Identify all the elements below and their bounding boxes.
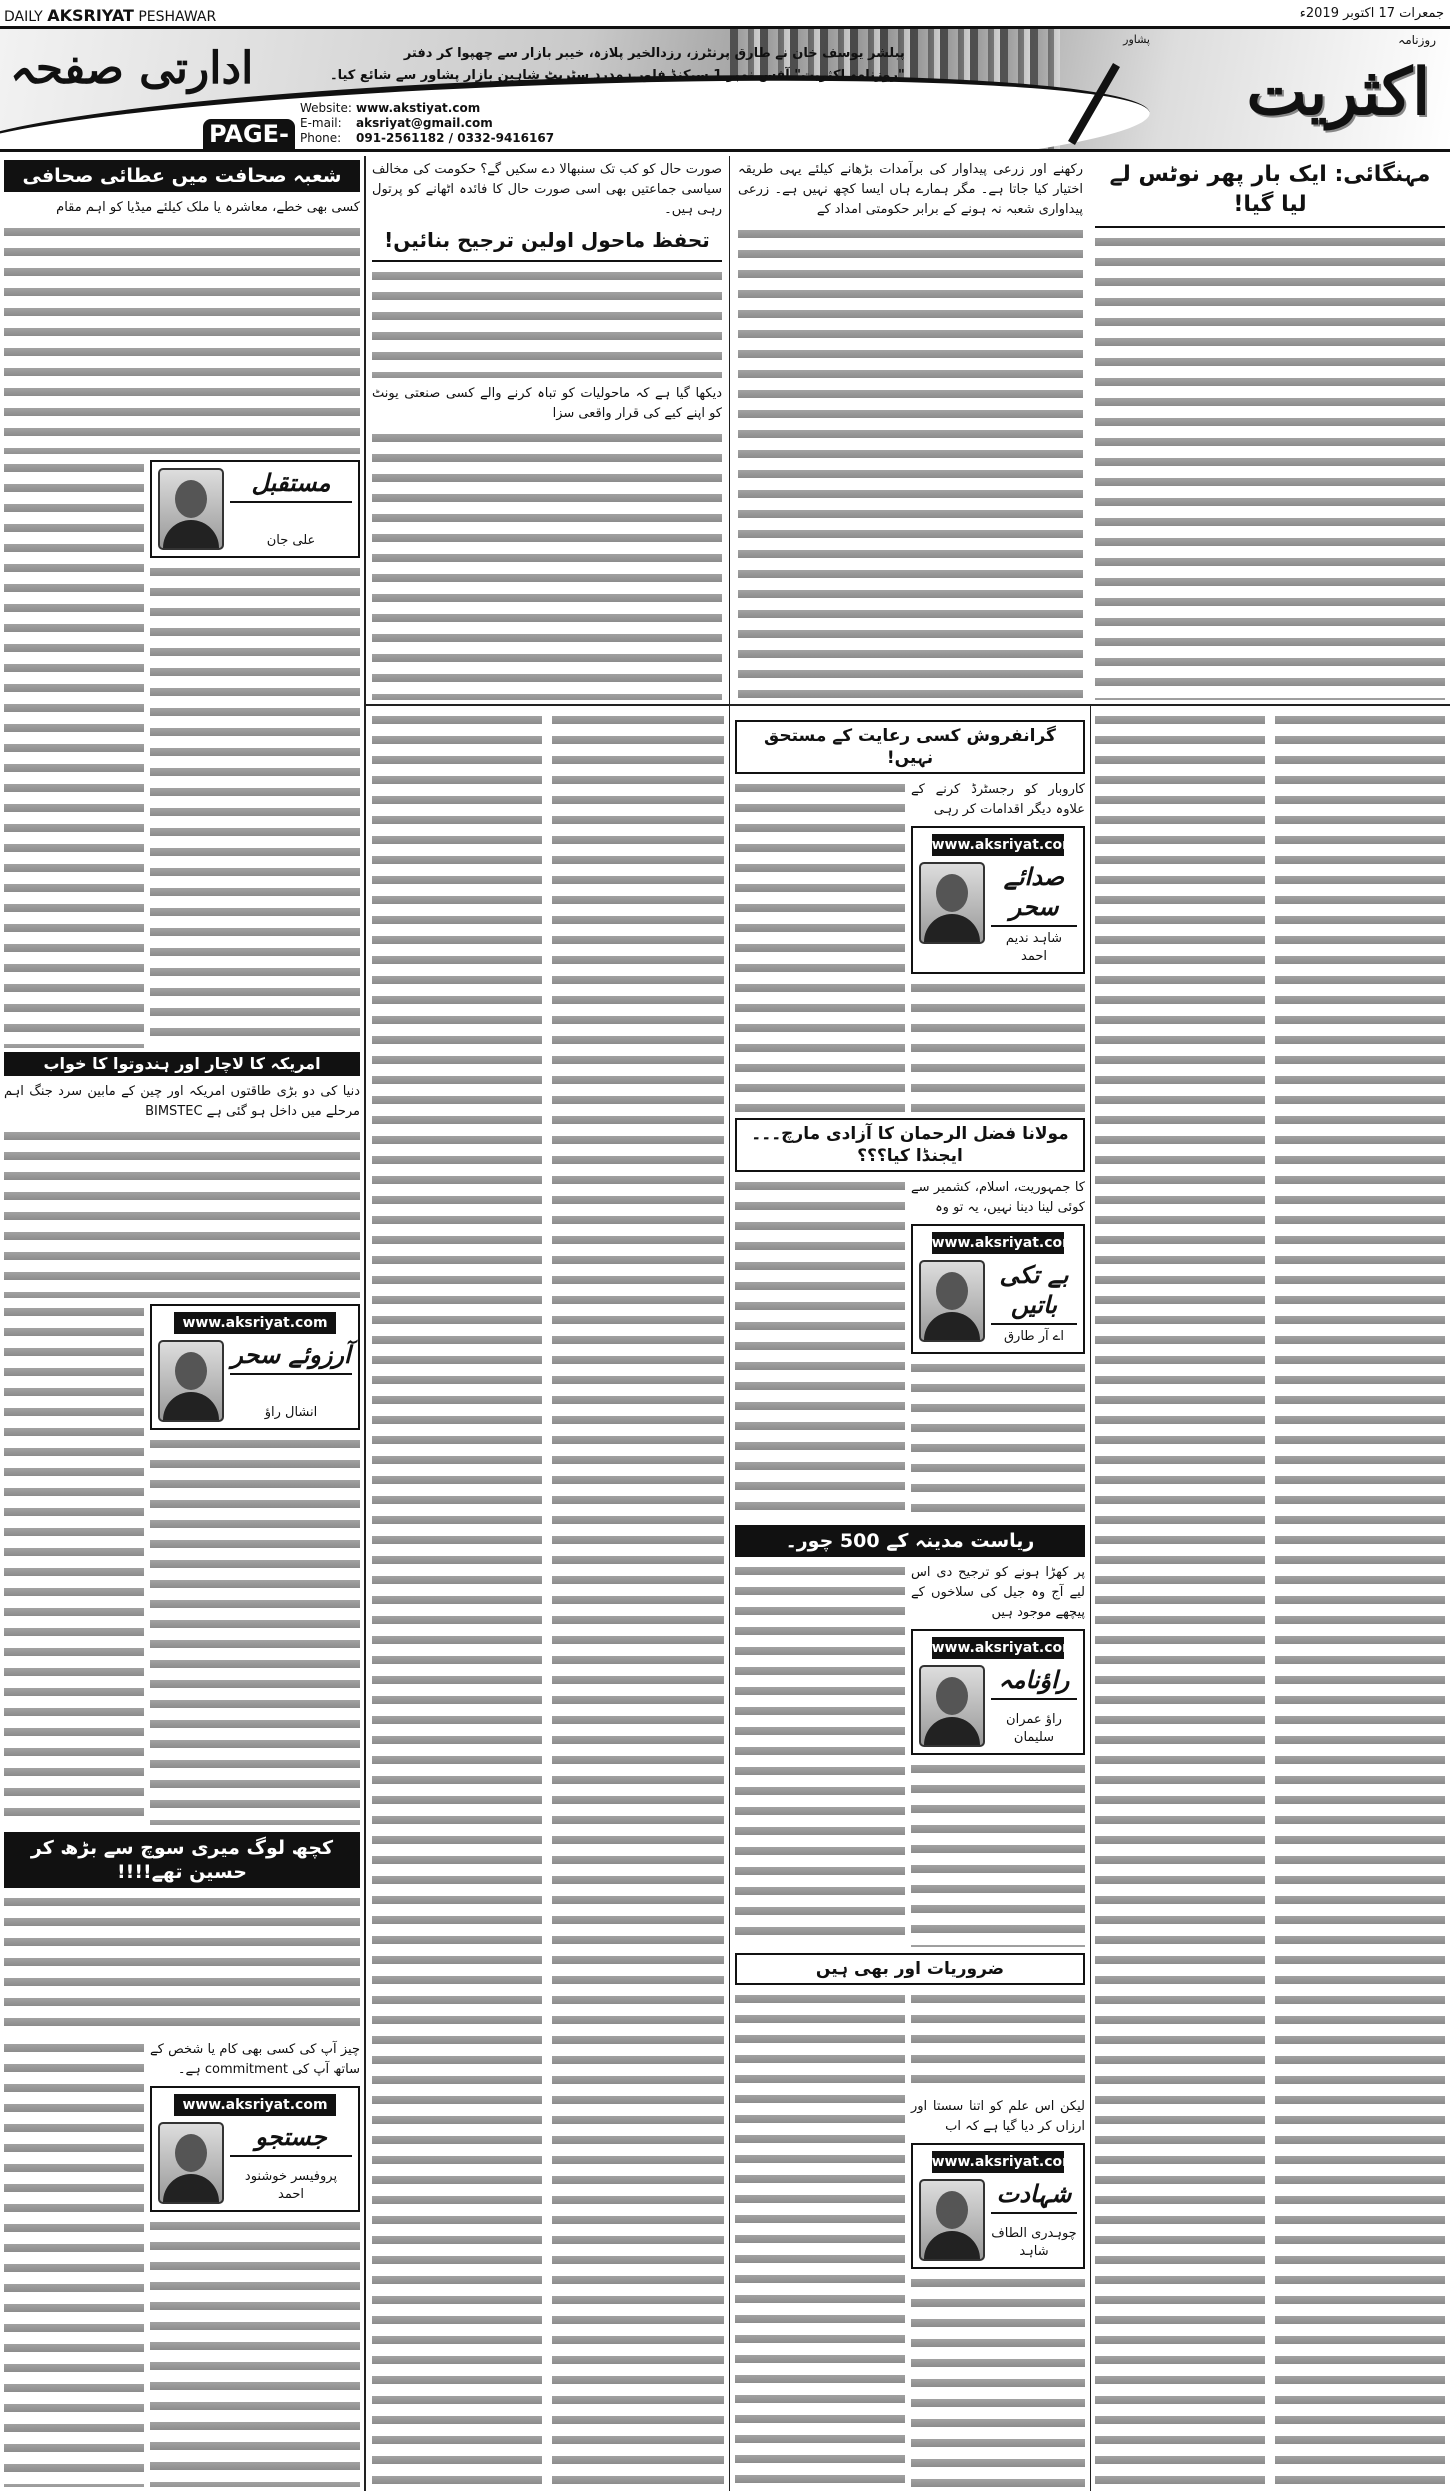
byline-box bbox=[150, 460, 360, 558]
column-name: صدائے سحر bbox=[991, 862, 1077, 927]
column-article bbox=[735, 720, 1085, 1113]
column-name: آرزوئے سحر bbox=[230, 1340, 352, 1375]
column-article bbox=[735, 1953, 1085, 2487]
column-article bbox=[4, 160, 360, 1048]
article-text: کسی بھی خطے، معاشرہ یا ملک کیلئے میڈیا کو اہم مقام bbox=[4, 198, 360, 218]
article-headline: کچھ لوگ میری سوچ سے بڑھ کر حسین تھے!!!! bbox=[4, 1832, 360, 1888]
column-name: راؤنامہ bbox=[991, 1665, 1077, 1700]
author-name: اے آر طارق bbox=[1003, 1329, 1065, 1344]
author-photo bbox=[158, 2122, 224, 2204]
author-photo bbox=[919, 862, 985, 944]
site-label: www.aksriyat.com bbox=[932, 834, 1065, 856]
paper-city: PESHAWAR bbox=[138, 9, 217, 25]
article-text bbox=[1095, 712, 1265, 2487]
article-text: دنیا کی دو بڑی طاقتوں امریکہ اور چین کے مابین سرد جنگ اہم مرحلے میں داخل ہو گئی ہے BIMSTEC bbox=[4, 1082, 360, 1122]
site-label: www.aksriyat.com bbox=[932, 1637, 1065, 1659]
article-headline: امریکہ کا لاچار اور ہندوتوا کا خواب bbox=[4, 1052, 360, 1076]
editorial-text: صورت حال کو کب تک سنبھالا دے سکیں گے؟ حکومت کی مخالف سیاسی جماعتیں بھی اسی صورت حال کا فائدہ اٹھانے کو پرتول رہی ہیں۔ bbox=[372, 160, 722, 220]
logo-city: پشاور bbox=[1123, 33, 1150, 46]
site-label: www.aksriyat.com bbox=[932, 1232, 1065, 1254]
byline-box bbox=[911, 2143, 1085, 2269]
article-text: کاروبار کو رجسٹرڈ کرنے کے علاوہ دیگر اقدامات کر رہی bbox=[911, 780, 1085, 820]
column-name: شہادت bbox=[991, 2179, 1077, 2214]
email-link[interactable]: aksriyat@gmail.com bbox=[356, 116, 493, 130]
column-divider bbox=[729, 156, 730, 2491]
article-text: پر کھڑا ہونے کو ترجیح دی اس لیے آج وہ جیل کی سلاخوں کے پیچھے موجود ہیں bbox=[911, 1563, 1085, 1623]
website-link[interactable]: www.akstiyat.com bbox=[356, 101, 481, 115]
author-photo bbox=[919, 1260, 985, 1342]
column-name: مستقبل bbox=[230, 468, 352, 503]
phone-label: Phone: bbox=[300, 131, 342, 145]
author-name: راؤ عمران سلیمان bbox=[1006, 1712, 1062, 1745]
author-name: پروفیسر خوشنود احمد bbox=[244, 2169, 338, 2202]
article-headline: گرانفروش کسی رعایت کے مستحق نہیں! bbox=[735, 720, 1085, 774]
article-text bbox=[1275, 712, 1445, 2487]
article-headline: ریاست مدینہ کے 500 چور۔ bbox=[735, 1525, 1085, 1557]
masthead-banner bbox=[0, 26, 1450, 152]
article-text bbox=[372, 712, 542, 2487]
publisher-line: پبلشر یوسف خان نے طارق پرنٹرز، رزدالخیر پلازہ، خیبر بازار سے چھپوا کر دفتر bbox=[403, 46, 905, 61]
logo-top-text: روزنامہ bbox=[1398, 33, 1436, 47]
phone-number: 091-2561182 / 0332-9416167 bbox=[356, 131, 555, 145]
author-name: شاہد ندیم احمد bbox=[1005, 931, 1063, 964]
byline-box bbox=[150, 1304, 360, 1430]
author-photo bbox=[158, 468, 224, 550]
article-text: چیز آپ کی کسی بھی کام یا شخص کے ساتھ آپ کی commitment ہے۔ bbox=[150, 2040, 360, 2080]
editorial-headline: تحفظ ماحول اولین ترجیح بنائیں! bbox=[372, 226, 722, 262]
author-name: چوہدری الطاف شاہد bbox=[991, 2226, 1077, 2259]
editorial-text: رکھنے اور زرعی پیداوار کی برآمدات بڑھانے کیلئے یہی طریقہ اختیار کیا جاتا ہے۔ مگر ہمارے ہاں ایسا کچھ نہیں ہے۔ زرعی پیداواری شعبہ نہ ہونے کے برابر حکومتی امداد کے bbox=[738, 160, 1083, 220]
site-label: www.aksriyat.com bbox=[174, 2094, 337, 2116]
author-photo bbox=[158, 1340, 224, 1422]
byline-box bbox=[911, 1224, 1085, 1354]
article-headline: شعبہ صحافت میں عطائی صحافی bbox=[4, 160, 360, 192]
site-label: www.aksriyat.com bbox=[174, 1312, 337, 1334]
paper-prefix: DAILY bbox=[4, 9, 43, 25]
section-divider bbox=[366, 704, 1450, 706]
editorial-text: دیکھا گیا ہے کہ ماحولیات کو تباہ کرنے والے کسی صنعتی یونٹ کو اپنے کیے کی قرار واقعی سزا bbox=[372, 384, 722, 424]
column-name: بے تکی باتیں bbox=[991, 1260, 1077, 1325]
website-label: Website: bbox=[300, 101, 352, 115]
editorial-main bbox=[1095, 160, 1445, 700]
column-divider bbox=[364, 156, 366, 2491]
author-photo bbox=[919, 2179, 985, 2261]
email-label: E-mail: bbox=[300, 116, 342, 130]
page-number-badge: PAGE- bbox=[203, 119, 295, 149]
column-article bbox=[735, 1525, 1085, 1947]
byline-box bbox=[911, 1629, 1085, 1755]
article-text bbox=[552, 712, 724, 2487]
column-divider bbox=[1090, 706, 1091, 2491]
site-label: www.aksriyat.com bbox=[932, 2151, 1065, 2173]
editorial-main-body bbox=[738, 160, 1083, 700]
article-headline: ضروریات اور بھی ہیں bbox=[735, 1953, 1085, 1985]
logo: اکثریت bbox=[1246, 55, 1430, 130]
editorial-second bbox=[372, 160, 722, 700]
author-name: علی جان bbox=[266, 533, 316, 548]
contact-info bbox=[300, 101, 554, 146]
column-article bbox=[735, 1118, 1085, 1519]
author-photo bbox=[919, 1665, 985, 1747]
author-name: انشال راؤ bbox=[264, 1405, 318, 1420]
column-article bbox=[4, 1052, 360, 1825]
issue-date: جمعرات 17 اکتوبر 2019ء bbox=[1299, 6, 1444, 21]
editorial-headline: مہنگائی: ایک بار پھر نوٹس لے لیا گیا! bbox=[1095, 160, 1445, 228]
column-name: جستجو bbox=[230, 2122, 352, 2157]
article-text: کا جمہوریت، اسلام، کشمیر سے کوئی لینا دینا نہیں، یہ تو وہ bbox=[911, 1178, 1085, 1218]
byline-box bbox=[150, 2086, 360, 2212]
publisher-address: "روزنامہ اکثریت" آفس نمبر 1 سیکنڈ فلور ہمدرد سٹریٹ شاہین بازار پشاور سے شائع کیا۔ bbox=[330, 68, 905, 83]
paper-name: AKSRIYAT bbox=[47, 6, 134, 25]
article-text: لیکن اس علم کو اتنا سستا اور ارزاں کر دیا گیا ہے کہ اب bbox=[911, 2097, 1085, 2137]
section-title: ادارتی صفحہ bbox=[10, 43, 254, 94]
column-article bbox=[4, 1832, 360, 2487]
article-headline: مولانا فضل الرحمان کا آزادی مارچ۔۔۔ایجنڈا کیا؟؟؟ bbox=[735, 1118, 1085, 1172]
byline-box bbox=[911, 826, 1085, 974]
paper-name-strip bbox=[4, 6, 216, 25]
